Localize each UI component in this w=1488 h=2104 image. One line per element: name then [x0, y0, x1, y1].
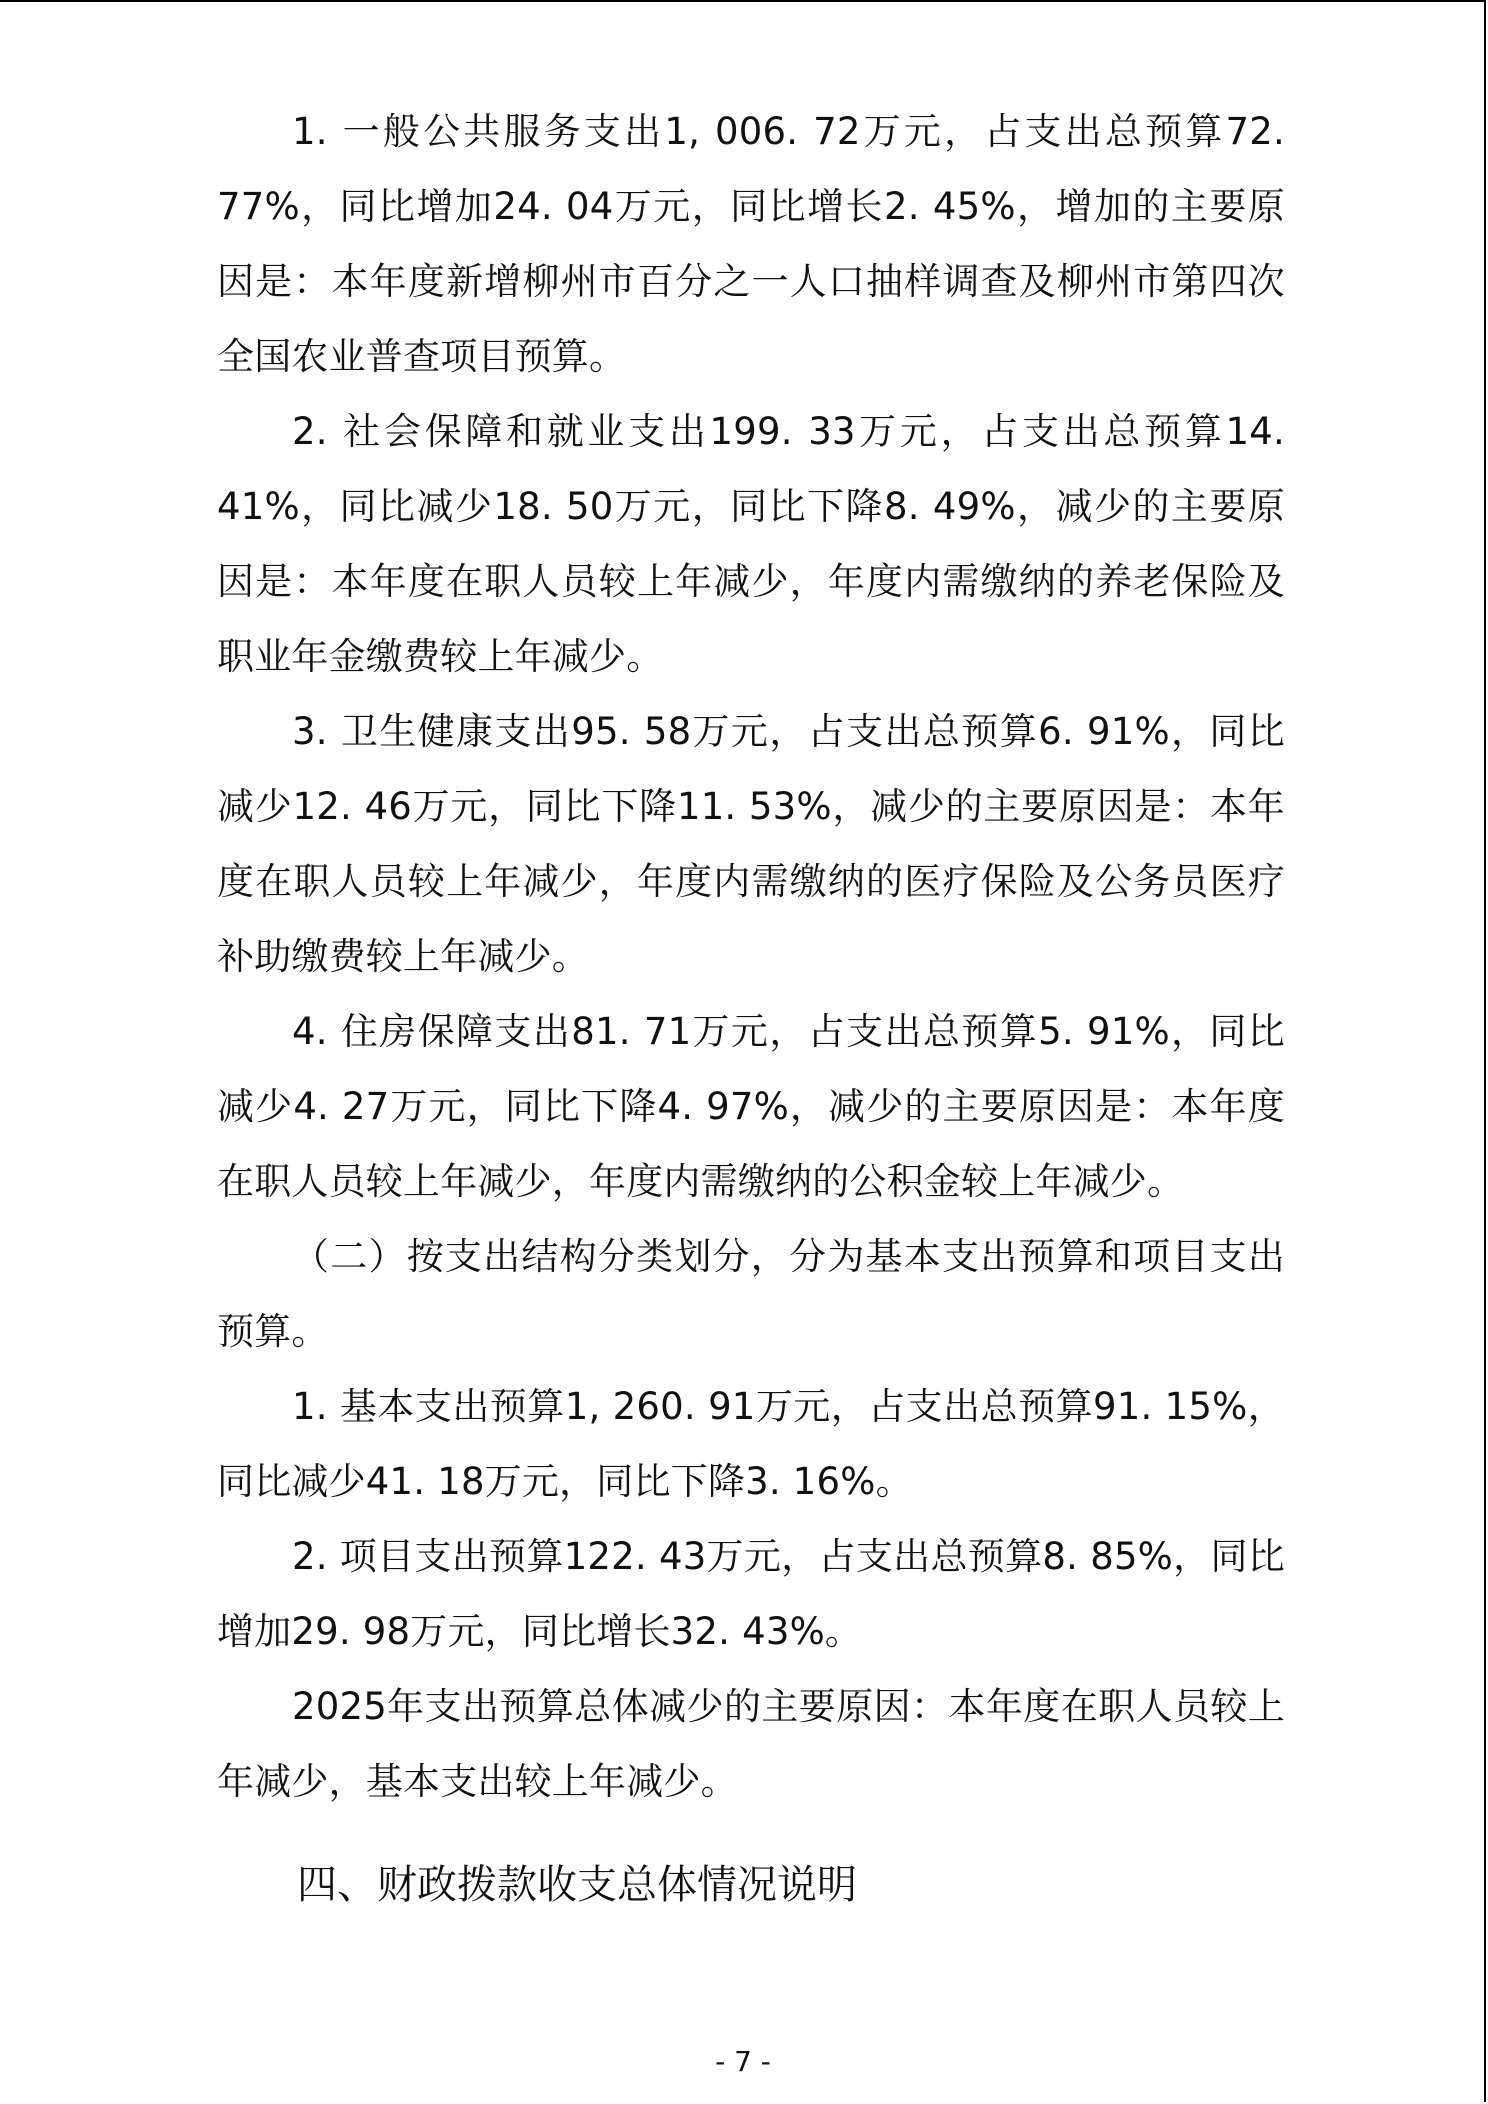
paragraph-social-security: 2. 社会保障和就业支出199. 33万元，占支出总预算14. 41%，同比减少18. 50万元，同比下降8. 49%，减少的主要原因是：本年度在职人员较上年减少，年度内需缴纳的养老保险及职业年金缴费较上年减少。 — [217, 410, 1285, 678]
paragraph-structure-classification: （二）按支出结构分类划分，分为基本支出预算和项目支出预算。 — [217, 1235, 1285, 1353]
paragraph-health: 3. 卫生健康支出95. 58万元，占支出总预算6. 91%，同比减少12. 46万元，同比下降11. 53%，减少的主要原因是：本年度在职人员较上年减少，年度内需缴纳的医疗保险及公务员医疗补助缴费较上年减少。 — [217, 710, 1285, 978]
paragraph-overall-reason: 2025年支出预算总体减少的主要原因：本年度在职人员较上年减少，基本支出较上年减少。 — [217, 1685, 1285, 1803]
paragraph-housing: 4. 住房保障支出81. 71万元，占支出总预算5. 91%，同比减少4. 27万元，同比下降4. 97%，减少的主要原因是：本年度在职人员较上年减少，年度内需缴纳的公积金较上年减少。 — [217, 1010, 1285, 1203]
paragraph-project-expenditure: 2. 项目支出预算122. 43万元，占支出总预算8. 85%，同比增加29. 98万元，同比增长32. 43%。 — [217, 1535, 1285, 1653]
paragraph-basic-expenditure: 1. 基本支出预算1, 260. 91万元，占支出总预算91. 15%，同比减少41. 18万元，同比下降3. 16%。 — [217, 1385, 1285, 1503]
paragraph-general-public-services: 1. 一般公共服务支出1, 006. 72万元，占支出总预算72. 77%，同比增加24. 04万元，同比增长2. 45%，增加的主要原因是：本年度新增柳州市百分之一人口抽样调查及柳州市第四次全国农业普查项目预算。 — [217, 110, 1285, 378]
document-body — [217, 94, 1285, 1819]
section-heading: 四、财政拨款收支总体情况说明 — [297, 1862, 857, 1908]
page-number: - 7 - — [715, 2045, 771, 2078]
